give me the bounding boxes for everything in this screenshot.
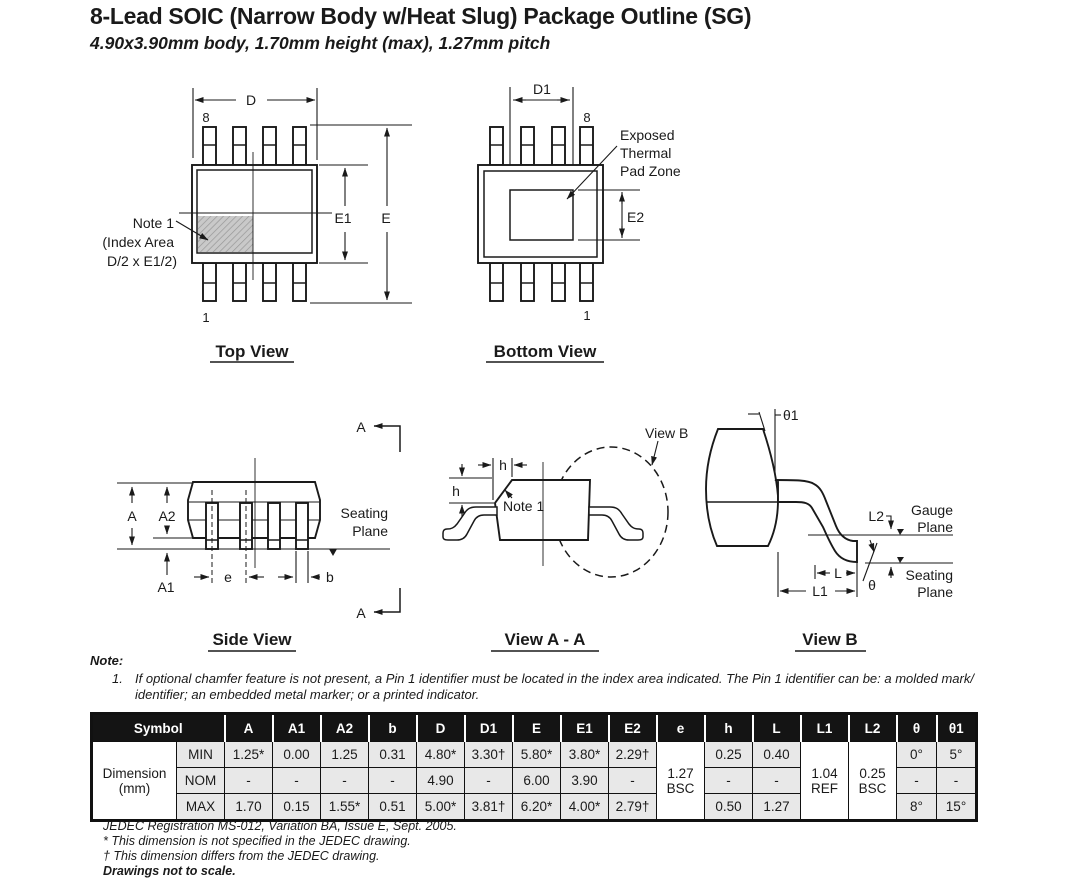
top-view-drawing bbox=[102, 88, 412, 362]
row-name-cell: MIN bbox=[177, 742, 225, 768]
table-cell: 4.80* bbox=[417, 742, 465, 768]
view-b-drawing bbox=[706, 407, 953, 651]
table-cell: 1.25 bbox=[321, 742, 369, 768]
gauge-plane-label-line2: Plane bbox=[917, 519, 953, 535]
bottom-view-body bbox=[478, 165, 603, 263]
column-header: θ1 bbox=[937, 714, 977, 742]
side-view-drawing bbox=[117, 419, 400, 651]
note1-callout-line3: D/2 x E1/2) bbox=[106, 253, 177, 269]
seating-plane-label-line1: Seating bbox=[905, 567, 953, 583]
column-header: E2 bbox=[609, 714, 657, 742]
doc-header bbox=[90, 3, 751, 54]
view-a-a-drawing bbox=[443, 425, 688, 651]
column-header: D1 bbox=[465, 714, 513, 742]
bottom-view-drawing bbox=[478, 81, 681, 362]
table-cell: 15° bbox=[937, 794, 977, 821]
table-cell: 1.70 bbox=[225, 794, 273, 821]
view-b-body bbox=[706, 429, 778, 546]
table-cell: 5.80* bbox=[513, 742, 561, 768]
table-cell: - bbox=[465, 768, 513, 794]
note-heading: Note: bbox=[90, 653, 124, 668]
page-title: 8-Lead SOIC (Narrow Body w/Heat Slug) Package Outline (SG) bbox=[90, 3, 752, 29]
table-cell: 1.27 bbox=[753, 794, 801, 821]
table-cell: 6.20* bbox=[513, 794, 561, 821]
dimension-table bbox=[90, 712, 978, 822]
table-cell: 8° bbox=[897, 794, 937, 821]
footnote-dagger: † This dimension differs from the JEDEC drawing. bbox=[103, 849, 380, 863]
table-cell: 3.30† bbox=[465, 742, 513, 768]
table-cell: 1.55* bbox=[321, 794, 369, 821]
view-b-caption: View B bbox=[802, 630, 858, 649]
note1-callout-line1: Note 1 bbox=[132, 215, 174, 231]
table-cell-span-e: 1.27 BSC bbox=[657, 742, 705, 821]
table-cell: 2.79† bbox=[609, 794, 657, 821]
gauge-plane-datum-icon bbox=[897, 529, 904, 535]
pin8-label: 8 bbox=[583, 110, 591, 125]
column-header: E bbox=[513, 714, 561, 742]
column-header: θ bbox=[897, 714, 937, 742]
pad-label-line2: Thermal bbox=[620, 145, 672, 161]
pin1-index-area bbox=[198, 216, 253, 252]
bottom-view-caption: Bottom View bbox=[493, 342, 597, 361]
table-cell: 0.25 bbox=[705, 742, 753, 768]
view-b-lead bbox=[775, 480, 857, 562]
pad-label-line3: Pad Zone bbox=[620, 163, 681, 179]
footnotes bbox=[103, 819, 457, 879]
dim-label-d1: D1 bbox=[533, 81, 551, 97]
table-cell: 2.29† bbox=[609, 742, 657, 768]
dim-label-e: E bbox=[381, 210, 391, 226]
side-view-caption: Side View bbox=[212, 630, 292, 649]
seating-plane-label-line1: Seating bbox=[340, 505, 388, 521]
table-cell: - bbox=[225, 768, 273, 794]
top-view-caption: Top View bbox=[215, 342, 289, 361]
column-header: h bbox=[705, 714, 753, 742]
table-cell: 5° bbox=[937, 742, 977, 768]
pin8-label: 8 bbox=[202, 110, 210, 125]
dimension-unit-cell: Dimension (mm) bbox=[92, 742, 177, 821]
dim-label-a2: A2 bbox=[158, 508, 176, 524]
dim-label-e1: E1 bbox=[334, 210, 352, 226]
dim-label-h-top: h bbox=[499, 457, 507, 473]
column-header: A1 bbox=[273, 714, 321, 742]
package-outline-drawing bbox=[0, 60, 1080, 660]
table-cell-span-l2: 0.25 BSC bbox=[849, 742, 897, 821]
dim-label-l2: L2 bbox=[868, 508, 884, 524]
table-cell: 3.81† bbox=[465, 794, 513, 821]
row-name-cell: MAX bbox=[177, 794, 225, 821]
view-aa-left-lead bbox=[443, 507, 497, 540]
table-cell: - bbox=[321, 768, 369, 794]
table-cell: 0.00 bbox=[273, 742, 321, 768]
footnote-scale: Drawings not to scale. bbox=[103, 864, 236, 878]
dim-label-l: L bbox=[834, 565, 842, 581]
note-number: 1. bbox=[112, 671, 123, 686]
table-cell: 5.00* bbox=[417, 794, 465, 821]
table-cell: - bbox=[273, 768, 321, 794]
view-aa-right-lead bbox=[589, 507, 643, 540]
table-cell: 0.15 bbox=[273, 794, 321, 821]
table-cell: 0° bbox=[897, 742, 937, 768]
dim-label-e2: E2 bbox=[627, 209, 645, 225]
table-cell-span-l1: 1.04 REF bbox=[801, 742, 849, 821]
table-cell: - bbox=[369, 768, 417, 794]
note-item-1 bbox=[90, 671, 990, 703]
footnote-asterisk: * This dimension is not specified in the JEDEC drawing. bbox=[103, 834, 411, 848]
section-a-label-bottom: A bbox=[356, 605, 366, 621]
column-header: Symbol bbox=[92, 714, 225, 742]
column-header: A bbox=[225, 714, 273, 742]
column-header: e bbox=[657, 714, 705, 742]
column-header: D bbox=[417, 714, 465, 742]
note1-ref-label: Note 1 bbox=[503, 498, 545, 514]
table-cell: 4.90 bbox=[417, 768, 465, 794]
table-cell: - bbox=[609, 768, 657, 794]
table-cell: - bbox=[753, 768, 801, 794]
dim-label-a: A bbox=[127, 508, 137, 524]
column-header: b bbox=[369, 714, 417, 742]
column-header: L bbox=[753, 714, 801, 742]
section-a-label-top: A bbox=[356, 419, 366, 435]
table-cell: 3.90 bbox=[561, 768, 609, 794]
gauge-plane-label-line1: Gauge bbox=[910, 502, 953, 518]
column-header: A2 bbox=[321, 714, 369, 742]
dim-label-h-left: h bbox=[452, 483, 460, 499]
table-header-row bbox=[92, 714, 977, 742]
pin1-label: 1 bbox=[202, 310, 210, 325]
view-aa-caption: View A - A bbox=[504, 630, 586, 649]
table-cell: 0.51 bbox=[369, 794, 417, 821]
pin1-label: 1 bbox=[583, 308, 591, 323]
column-header: L2 bbox=[849, 714, 897, 742]
pad-label-line1: Exposed bbox=[620, 127, 675, 143]
table-cell: 0.31 bbox=[369, 742, 417, 768]
table-cell: 6.00 bbox=[513, 768, 561, 794]
seating-plane-datum-icon bbox=[897, 557, 904, 563]
dim-label-d: D bbox=[245, 92, 257, 108]
note-text: If optional chamfer feature is not present, a Pin 1 identifier must be located in the index area indicated. The Pin 1 identifier can be: a molded mark/ identifier; an embedded metal marker; or a printed indicator. bbox=[135, 671, 974, 702]
seating-plane-label-line2: Plane bbox=[917, 584, 953, 600]
footnote-jedec: JEDEC Registration MS-012, Variation BA, Issue E, Sept. 2005. bbox=[103, 819, 457, 833]
table-cell: 1.25* bbox=[225, 742, 273, 768]
note-block bbox=[90, 653, 990, 703]
dim-label-theta1: θ1 bbox=[783, 407, 799, 423]
dim-label-e-pitch: e bbox=[224, 569, 232, 585]
table-row-min bbox=[92, 742, 977, 768]
row-name-cell: NOM bbox=[177, 768, 225, 794]
view-b-ref-label: View B bbox=[645, 425, 689, 441]
note1-callout-line2: (Index Area bbox=[102, 234, 174, 250]
dim-label-b: b bbox=[326, 569, 334, 585]
dim-label-theta: θ bbox=[868, 577, 876, 593]
page-subtitle: 4.90x3.90mm body, 1.70mm height (max), 1.27mm pitch bbox=[90, 33, 551, 53]
dim-label-l1: L1 bbox=[812, 583, 828, 599]
table-cell: - bbox=[705, 768, 753, 794]
column-header: L1 bbox=[801, 714, 849, 742]
seating-plane-label-line2: Plane bbox=[352, 523, 388, 539]
column-header: E1 bbox=[561, 714, 609, 742]
table-cell: - bbox=[937, 768, 977, 794]
table-cell: 0.50 bbox=[705, 794, 753, 821]
seating-plane-datum-icon bbox=[329, 549, 337, 556]
table-cell: 0.40 bbox=[753, 742, 801, 768]
table-cell: - bbox=[897, 768, 937, 794]
dim-label-a1: A1 bbox=[157, 579, 175, 595]
table-cell: 3.80* bbox=[561, 742, 609, 768]
table-cell: 4.00* bbox=[561, 794, 609, 821]
